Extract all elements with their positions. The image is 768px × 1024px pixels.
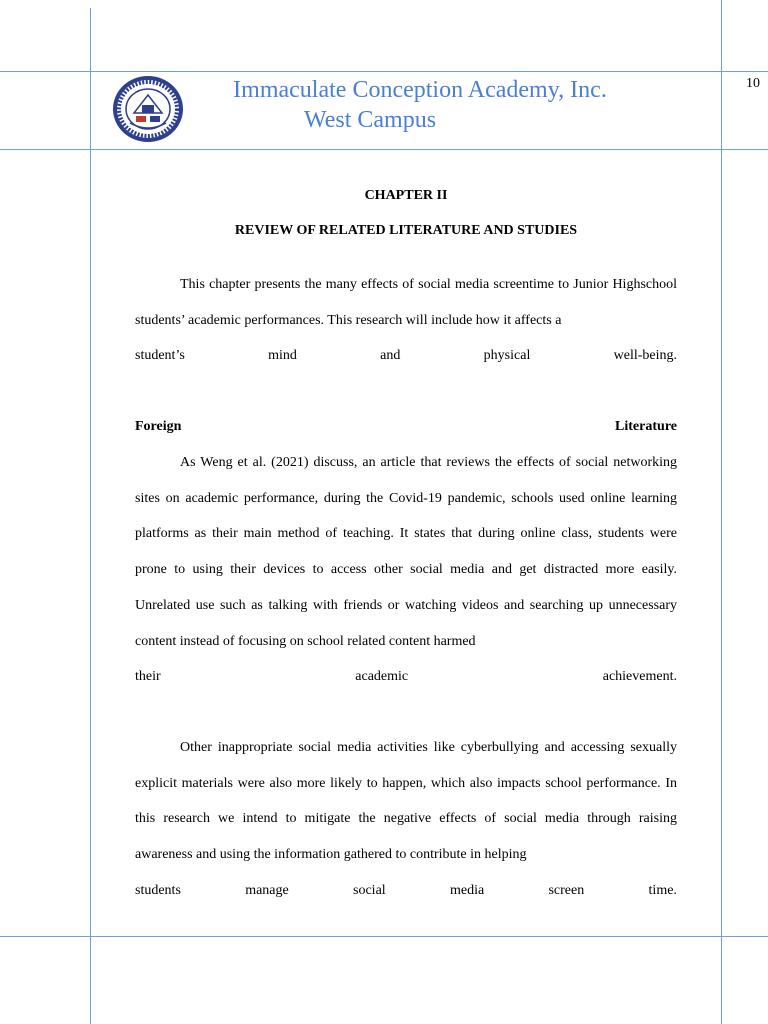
chapter-number: CHAPTER II [364,188,448,203]
school-name: Immaculate Conception Academy, Inc. [233,77,607,103]
paragraph-2-word: students [135,883,181,898]
intro-paragraph [135,267,677,338]
paragraph-1-word: their [135,669,161,684]
paragraph-2-word: manage [245,883,289,898]
campus-name: West Campus [303,107,437,133]
intro-word: physical [483,348,531,363]
paragraph-2-word: media [449,883,485,898]
section-heading-word: Foreign [135,419,182,434]
intro-word: student’s [135,348,185,363]
intro-word: well-being. [613,348,677,363]
paragraph-1-last-line [135,668,677,686]
header-guide-top [0,71,768,72]
margin-guide-left [90,8,91,1024]
paragraph-2-last-line [135,882,677,900]
intro-word: mind [268,348,297,363]
foreign-literature-paragraph-2 [135,730,677,873]
paragraph-1-text: As Weng et al. (2021) discuss, an article that reviews the effects of social networking sites on academic performance, during the Covid-19 pandemic, schools used online learning platforms as their main method of teaching. It states that during online class, students were prone to using their devices to access other social media and get distracted more easily. Unrelated use such as talking with friends or watching videos and searching up unnecessary content instead of focusing on school related content harmed [135,455,677,649]
intro-text: This chapter presents the many effects of social media screentime to Junior Highschool students’ academic performances. This research will include how it affects a [135,277,677,328]
paragraph-1-word: academic [355,669,409,684]
paragraph-2-word: screen [548,883,585,898]
page-number: 10 [746,76,760,91]
section-heading-word: Literature [615,419,677,434]
footer-guide [0,936,768,937]
intro-word: and [380,348,401,363]
paragraph-2-word: time. [648,883,677,898]
paragraph-1-word: achievement. [602,669,677,684]
margin-guide-right [721,0,722,1024]
paragraph-2-text: Other inappropriate social media activities like cyberbullying and accessing sexually explicit materials were also more likely to happen, which also impacts school performance. In this research we intend to mitigate the negative effects of social media through raising awareness and using the information gathered to contribute in helping [135,740,677,863]
paragraph-2-word: social [353,883,386,898]
intro-last-line [135,347,677,365]
header-guide-bottom [0,149,768,150]
foreign-literature-paragraph-1 [135,445,677,659]
section-heading [135,418,677,436]
chapter-title: REVIEW OF RELATED LITERATURE AND STUDIES [234,223,578,238]
